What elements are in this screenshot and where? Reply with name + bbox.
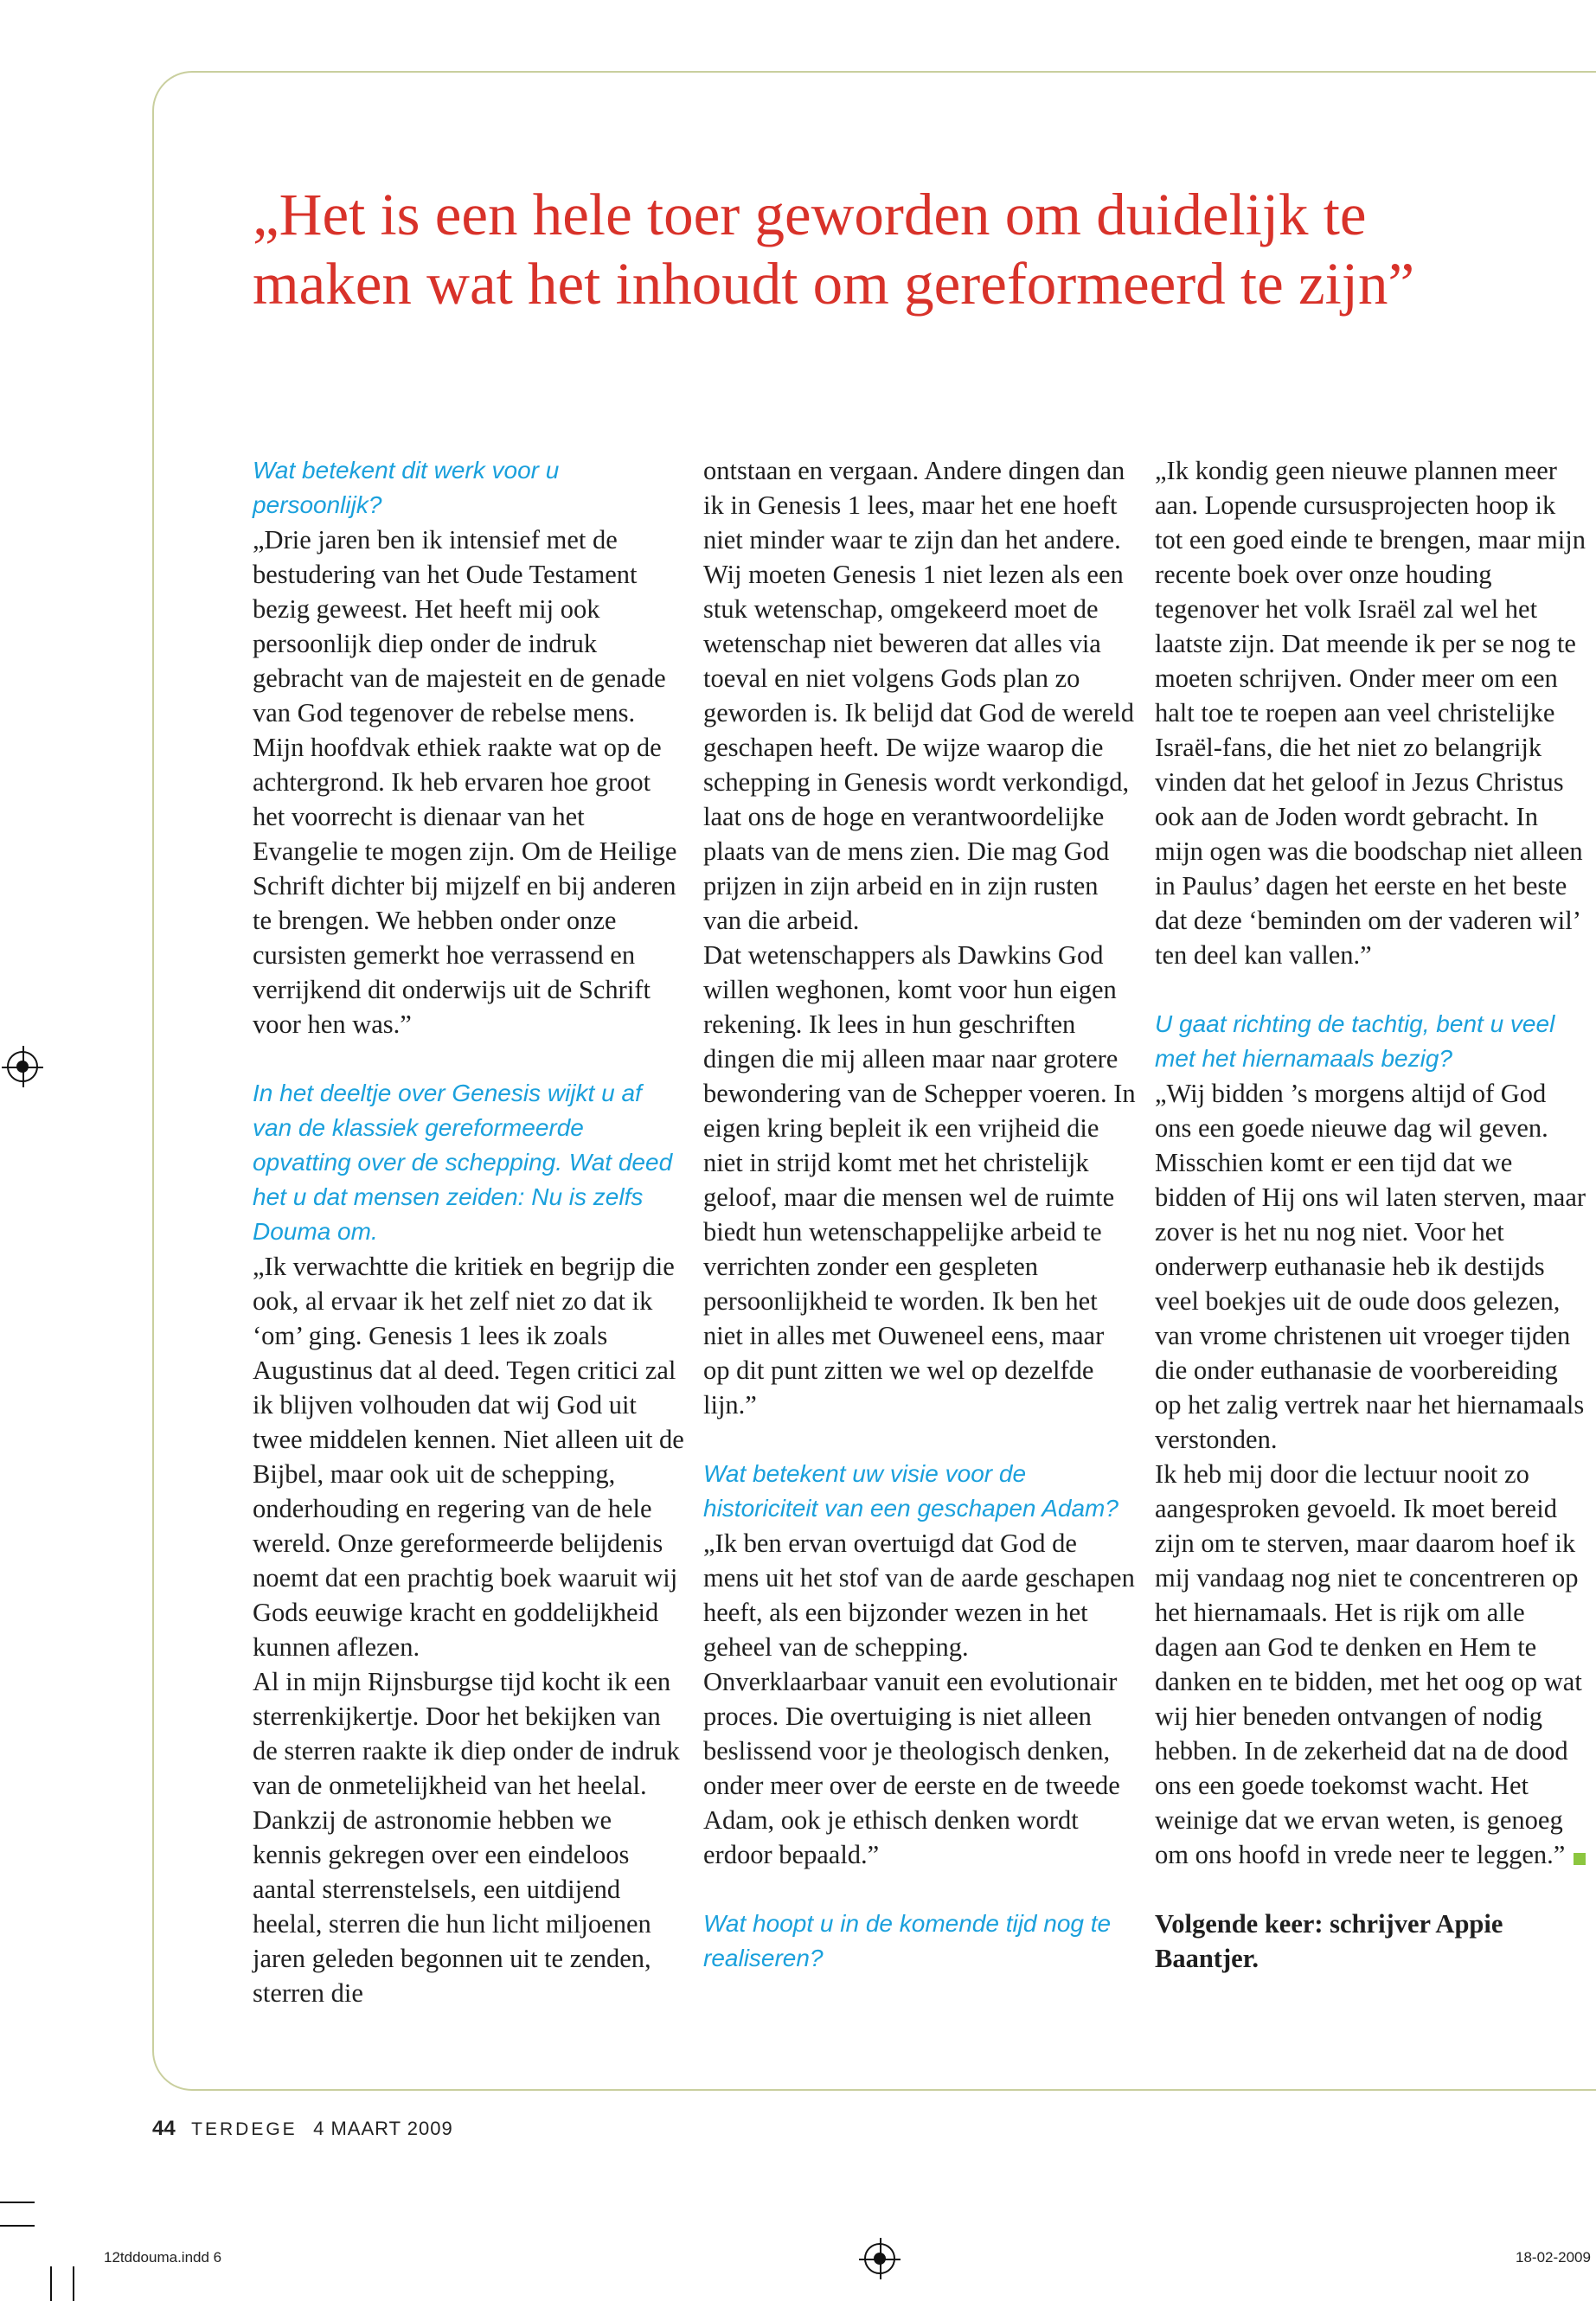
issue-date: 4 MAART 2009	[313, 2118, 453, 2139]
text-column-1	[253, 453, 685, 2010]
crop-mark	[0, 2202, 35, 2203]
answer-paragraph: „Drie jaren ben ik intensief met de bestudering van het Oude Testament bezig geweest. Het heeft mij ook persoonlijk diep onder de indruk gebracht van de majesteit en de genade van God tegenover de rebelse mens. Mijn hoofdvak ethiek raakte wat op de achtergrond. Ik heb ervaren hoe groot het voorrecht is dienaar van het Evangelie te mogen zijn. Om de Heilige Schrift dichter bij mijzelf en bij anderen te brengen. We hebben onder onze cursisten gemerkt hoe verrassend en verrijkend dit onderwijs uit de Schrift voor hen was.”	[253, 525, 677, 1039]
end-of-article-mark	[1574, 1853, 1586, 1865]
crop-mark	[73, 2266, 74, 2301]
text-column-2	[703, 453, 1136, 1976]
text-column-3	[1155, 453, 1587, 1976]
pull-quote: „Het is een hele toer geworden om duidelijk te maken wat het inhoudt om gereformeerd te zijn”	[253, 182, 1415, 317]
answer-paragraph: „Ik kondig geen nieuwe plannen meer aan. Lopende cursusprojecten hoop ik tot een goed einde te brengen, maar mijn recente boek over onze houding tegenover het volk Israël zal wel het laatste zijn. Dat meende ik per se nog te moeten schrijven. Onder meer om een halt toe te roepen aan veel christelijke Israël-fans, die het niet zo belangrijk vinden dat het geloof in Jezus Christus ook aan de Joden wordt gebracht. In mijn ogen was die boodschap niet alleen in Paulus’ dagen het eerste en het beste dat deze ‘beminden om der vaderen wil’ ten deel kan vallen.”	[1155, 456, 1586, 970]
answer-paragraph: „Ik verwachtte die kritiek en begrijp die ook, al ervaar ik het zelf niet zo dat ik ‘om’ ging. Genesis 1 lees ik zoals Augustinus dat al deed. Tegen critici zal ik blijven volhouden dat wij God uit twee middelen kennen. Niet alleen uit de Bijbel, maar ook uit de schepping, onderhouding en regering van de hele wereld. Onze gereformeerde belijdenis noemt dat een prachtig boek waaruit wij Gods eeuwige kracht en goddelijkheid kunnen aflezen.	[253, 1252, 684, 1662]
crop-mark	[0, 2225, 35, 2227]
final-paragraph-text: Ik heb mij door die lectuur nooit zo aangesproken gevoeld. Ik moet bereid zijn om te sterven, maar daarom hoef ik mij vandaag nog niet te concentreren op het hiernamaals. Het is rijk om alle dagen aan God te denken en Hem te danken en te bidden, met het oog op wat wij hier beneden ontvangen of nodig hebben. In de zekerheid dat na de dood ons een goede toekomst wacht. Het weinige dat we ervan weten, is genoeg om ons hoofd in vrede neer te leggen.”	[1155, 1459, 1582, 1869]
answer-paragraph: „Ik ben ervan overtuigd dat God de mens uit het stof van de aarde geschapen heeft, als een bijzonder wezen in het geheel van de schepping. Onverklaarbaar vanuit een evolutionair proces. Die overtuiging is niet alleen beslissend voor je theologisch denken, onder meer over de eerste en de tweede Adam, ook je ethisch denken wordt erdoor bepaald.”	[703, 1529, 1135, 1869]
interview-question: Wat betekent uw visie voor de historiciteit van een geschapen Adam?	[703, 1460, 1118, 1522]
answer-paragraph: Al in mijn Rijnsburgse tijd kocht ik een sterrenkijkertje. Door het bekijken van de sterren raakte ik diep onder de indruk van de onmetelijkheid van het heelal. Dankzij de astronomie hebben we kennis gekregen over een eindeloos aantal sterrenstelsels, een uitdijend heelal, sterren die hun licht miljoenen jaren geleden begonnen uit te zenden, sterren die	[253, 1667, 680, 2008]
magazine-name: TERDEGE	[191, 2119, 298, 2139]
interview-question: U gaat richting de tachtig, bent u veel met het hiernamaals bezig?	[1155, 1010, 1555, 1072]
interview-question: In het deeltje over Genesis wijkt u af van de klassiek gereformeerde opvatting over de schepping. Wat deed het u dat mensen zeiden: Nu is zelfs Douma om.	[253, 1080, 673, 1245]
interview-question: Wat betekent dit werk voor u persoonlijk?	[253, 457, 560, 518]
answer-paragraph-final	[1155, 1457, 1587, 1872]
interview-question: Wat hoopt u in de komende tijd nog te realiseren?	[703, 1910, 1112, 1971]
answer-paragraph: Dat wetenschappers als Dawkins God willen weghonen, komt voor hun eigen rekening. Ik lees in hun geschriften dingen die mij alleen maar naar grotere bewondering van de Schepper voeren. In eigen kring bepleit ik een vrijheid die niet in strijd komt met het christelijk geloof, maar die mensen wel de ruimte biedt hun wetenschappelijke arbeid te verrichten zonder een gespleten persoonlijkheid te worden. Ik ben het niet in alles met Ouweneel eens, maar op dit punt zitten we wel op dezelfde lijn.”	[703, 940, 1136, 1420]
registration-mark-icon	[7, 1051, 38, 1082]
next-issue-note: Volgende keer: schrijver Appie Baantjer.	[1155, 1909, 1503, 1973]
page-number: 44	[152, 2117, 176, 2140]
answer-paragraph: ontstaan en vergaan. Andere dingen dan ik in Genesis 1 lees, maar het ene hoeft niet minder waar te zijn dan het andere. Wij moeten Genesis 1 niet lezen als een stuk wetenschap, omgekeerd moet de wetenschap niet beweren dat alles via toeval en niet volgens Gods plan zo geworden is. Ik belijd dat God de wereld geschapen heeft. De wijze waarop die schepping in Genesis wordt verkondigd, laat ons de hoge en verantwoordelijke plaats van de mens zien. Die mag God prijzen in zijn arbeid en in zijn rusten van die arbeid.	[703, 456, 1135, 935]
crop-mark	[50, 2266, 52, 2301]
answer-paragraph: „Wij bidden ’s morgens altijd of God ons een goede nieuwe dag wil geven. Misschien komt er een tijd dat we bidden of Hij ons wil laten sterven, maar zover is het nu nog niet. Voor het onderwerp euthanasie heb ik destijds veel boekjes uit de oude doos gelezen, van vrome christenen uit vroeger tijden die onder euthanasie de voorbereiding op het zalig vertrek naar het hiernamaals verstonden.	[1155, 1079, 1586, 1454]
slug-filename: 12tddouma.indd 6	[104, 2249, 222, 2266]
slug-date: 18-02-2009	[1516, 2249, 1591, 2266]
registration-mark-icon	[864, 2243, 895, 2274]
page-footer	[152, 2117, 453, 2141]
